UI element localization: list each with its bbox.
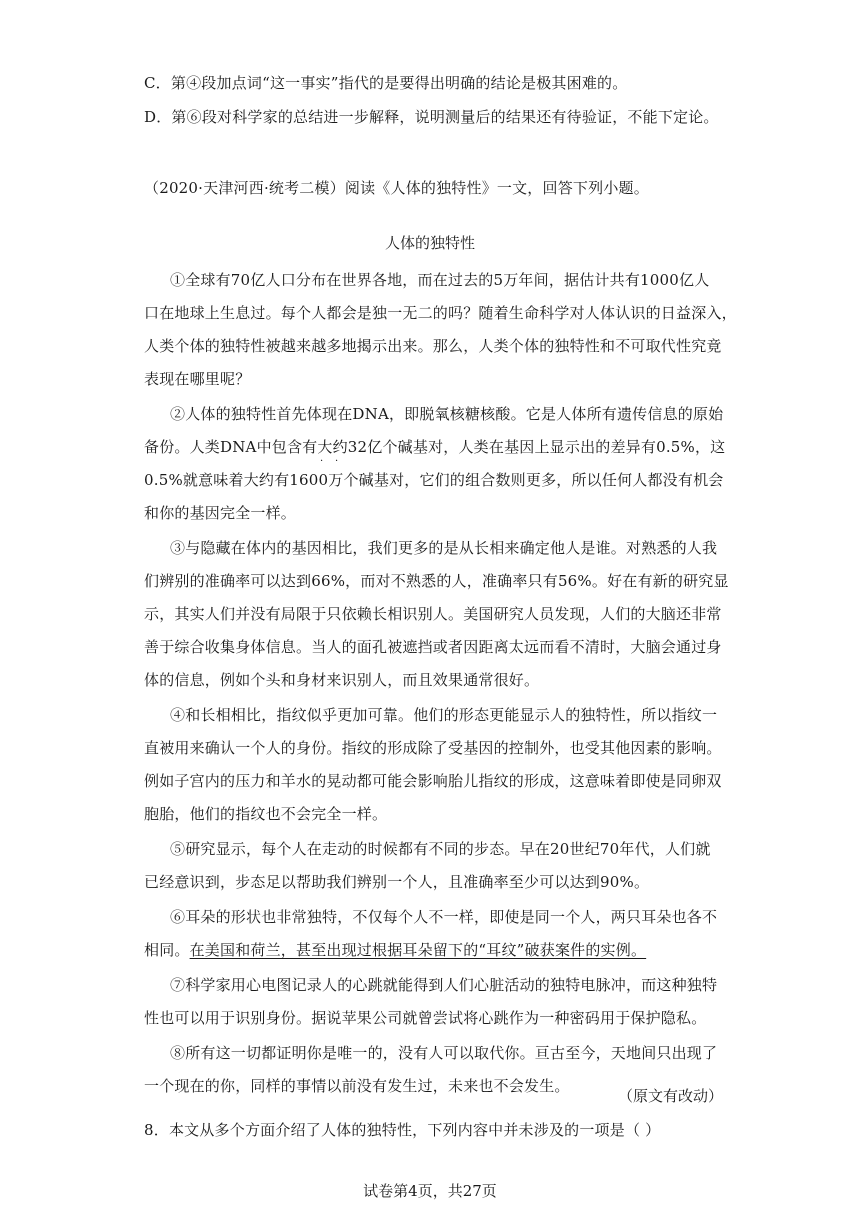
option-c: C．第④段加点词“这一事实”指代的是要得出明确的结论是极其困难的。 [144,74,628,92]
paragraph-3-line-5: 体的信息，例如个头和身材来识别人，而且效果通常很好。 [144,671,540,689]
paragraph-4-line-4: 胞胎，他们的指纹也不会完全一样。 [144,805,388,823]
paragraph-3-line-4: 善于综合收集身体信息。当人的面孔被遮挡或者因距离太远而看不清时，大脑会通过身 [144,638,722,656]
article-title: 人体的独特性 [384,234,475,252]
source-note: （原文有改动） [618,1087,724,1105]
paragraph-1-line-1: ①全球有70亿人口分布在世界各地，而在过去的5万年间，据估计共有1000亿人 [170,271,710,289]
paragraph-1-line-2: 口在地球上生息过。每个人都会是独一无二的吗？随着生命科学对人体认识的日益深入， [144,304,737,322]
question-intro: （2020·天津河西·统考二模）阅读《人体的独特性》一文，回答下列小题。 [144,179,649,197]
paragraph-4-line-3: 例如子宫内的压力和羊水的晃动都可能会影响胎儿指纹的形成，这意味着即使是同卵双 [144,772,722,790]
emphasis-dot: · [335,456,339,467]
paragraph-3-line-1: ③与隐藏在体内的基因相比，我们更多的是从长相来确定他人是谁。对熟悉的人我 [170,539,718,557]
question-8: 8．本文从多个方面介绍了人体的独特性，下列内容中并未涉及的一项是（ ） [144,1121,661,1139]
paragraph-4-line-2: 直被用来确认一个人的身份。指纹的形成除了受基因的控制外，也受其他因素的影响。 [144,739,722,757]
paragraph-5-line-1: ⑤研究显示，每个人在走动的时候都有不同的步态。早在20世纪70年代，人们就 [170,840,711,858]
paragraph-3-line-3: 示，其实人们并没有局限于只依赖长相识别人。美国研究人员发现，人们的大脑还非常 [144,605,722,623]
paragraph-4-line-1: ④和长相相比，指纹似乎更加可靠。他们的形态更能显示人的独特性，所以指纹一 [170,706,718,724]
emphasis-dot: · [320,456,324,467]
paragraph-6-plain-text: 相同。 [144,941,190,959]
paragraph-2-line-3: 0.5%就意味着大约有1600万个碱基对，它们的组合数则更多，所以任何人都没有机会 [144,471,724,489]
paragraph-7-line-2: 性也可以用于识别身份。据说苹果公司就曾尝试将心跳作为一种密码用于保护隐私。 [144,1009,707,1027]
paragraph-2-line-2: 备份。人类DNA中包含有大约32亿个碱基对，人类在基因上显示出的差异有0.5%，这 [144,438,726,456]
paragraph-7-line-1: ⑦科学家用心电图记录人的心跳就能得到人们心脏活动的独特电脉冲，而这种独特 [170,976,718,994]
paragraph-8-line-2: 一个现在的你，同样的事情以前没有发生过，未来也不会发生。 [144,1077,570,1095]
underlined-sentence: 在美国和荷兰，甚至出现过根据耳朵留下的“耳纹”破获案件的实例。 [189,941,647,959]
paragraph-2-line-4: 和你的基因完全一样。 [144,504,297,522]
paragraph-3-line-2: 们辨别的准确率可以达到66%，而对不熟悉的人，准确率只有56%。好在有新的研究显 [144,572,729,590]
paragraph-5-line-2: 已经意识到，步态足以帮助我们辨别一个人，且准确率至少可以达到90%。 [144,873,650,891]
option-d: D．第⑥段对科学家的总结进一步解释，说明测量后的结果还有待验证，不能下定论。 [144,108,719,126]
paragraph-1-line-4: 表现在哪里呢？ [144,370,251,388]
paragraph-1-line-3: 人类个体的独特性被越来越多地揭示出来。那么，人类个体的独特性和不可取代性究竟 [144,337,722,355]
paragraph-8-line-1: ⑧所有这一切都证明你是唯一的，没有人可以取代你。亘古至今，天地间只出现了 [170,1044,718,1062]
paragraph-6-line-1: ⑥耳朵的形状也非常独特，不仅每个人不一样，即使是同一个人，两只耳朵也各不 [170,908,718,926]
page-footer: 试卷第4页，共27页 [363,1182,497,1200]
paragraph-2-line-1: ②人体的独特性首先体现在DNA，即脱氧核糖核酸。它是人体所有遗传信息的原始 [170,405,724,423]
paragraph-6-line-2 [144,940,646,960]
